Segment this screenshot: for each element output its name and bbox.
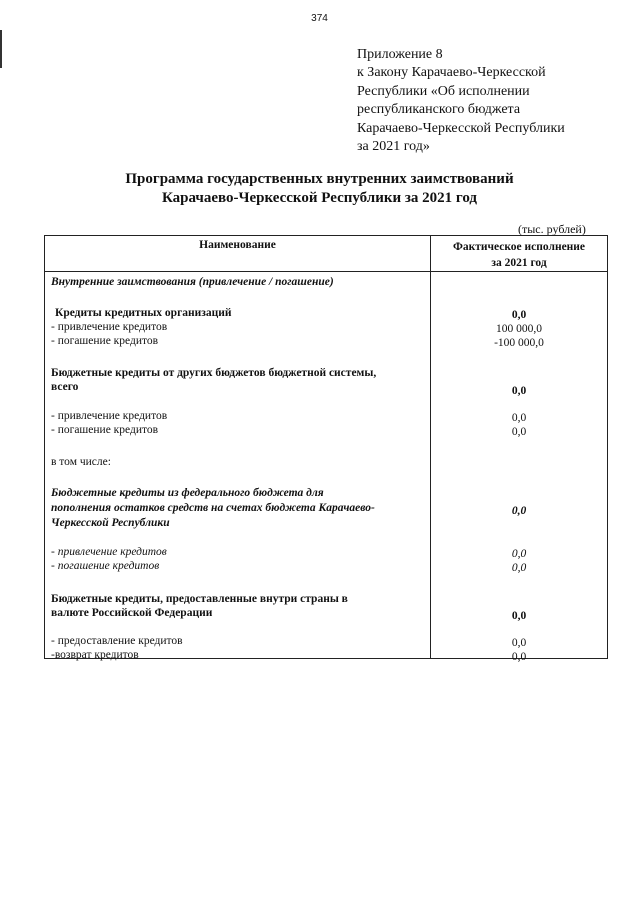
row-name-budget-credits-line1: Бюджетные кредиты от других бюджетов бюджетной системы, [51,367,377,379]
appendix-line: Карачаево-Черкесской Республики [357,120,565,136]
row-name-return: -возврат кредитов [51,649,139,661]
value-budget-credits: 0,0 [511,385,527,397]
title-line-2: Карачаево-Черкесской Республики за 2021 год [161,190,478,206]
value-repayment: 0,0 [511,426,527,438]
borrowing-table [44,235,608,663]
appendix-line: за 2021 год» [357,139,430,155]
row-name-repayment: - погашение кредитов [51,560,160,572]
row-name-attraction: - привлечение кредитов [51,410,168,422]
row-name-domestic-line2: валюте Российской Федерации [51,607,213,619]
appendix-line: Приложение 8 [357,47,443,62]
values-column [431,272,608,663]
header-value [431,236,608,272]
table-header-row [45,236,608,272]
header-name: Наименование [45,236,431,272]
appendix-note [357,46,632,156]
value-return: 0,0 [511,651,527,663]
appendix-line: Республики «Об исполнении [357,83,530,99]
row-name-internal-borrowings: Внутренние заимствования (привлечение / погашение) [51,276,334,288]
title-line-1: Программа государственных внутренних заимствований [125,171,514,187]
value-credit-org: 0,0 [511,309,527,321]
names-column [45,272,431,659]
value-federal: 0,0 [511,505,527,517]
row-name-attraction: - привлечение кредитов [51,321,168,333]
row-name-budget-credits-line2: всего [51,381,79,393]
row-name-repayment: - погашение кредитов [51,335,159,347]
row-name-including: в том числе: [51,456,111,468]
value-repayment: -100 000,0 [494,337,544,349]
page-number: 374 [311,13,328,24]
row-name-attraction: - привлечение кредитов [51,546,167,558]
value-domestic: 0,0 [511,610,527,622]
row-name-federal-line2: пополнения остатков средств на счетах бюджета Карачаево- [51,502,375,514]
value-attraction: 0,0 [511,412,527,424]
units-label: (тыс. рублей) [518,222,586,236]
row-name-repayment: - погашение кредитов [51,424,159,436]
table-body-row [45,272,608,659]
value-provision: 0,0 [511,637,527,649]
row-name-domestic-line1: Бюджетные кредиты, предоставленные внутри страны в [51,593,348,605]
value-attraction: 0,0 [511,548,527,560]
appendix-line: к Закону Карачаево-Черкесской [357,65,546,81]
row-name-provision: - предоставление кредитов [51,635,183,647]
appendix-line: республиканского бюджета [357,102,521,118]
value-attraction: 100 000,0 [496,323,542,335]
header-value-line-2: за 2021 год [491,257,547,269]
header-value-line-1: Фактическое исполнение [452,241,586,253]
row-name-federal-line3: Черкесской Республики [51,517,170,529]
row-name-federal-line1: Бюджетные кредиты из федерального бюджета для [51,487,324,499]
row-name-credit-org: Кредиты кредитных организаций [55,307,232,319]
scan-edge-mark [0,30,2,68]
value-repayment: 0,0 [511,562,527,574]
document-title [0,170,639,208]
